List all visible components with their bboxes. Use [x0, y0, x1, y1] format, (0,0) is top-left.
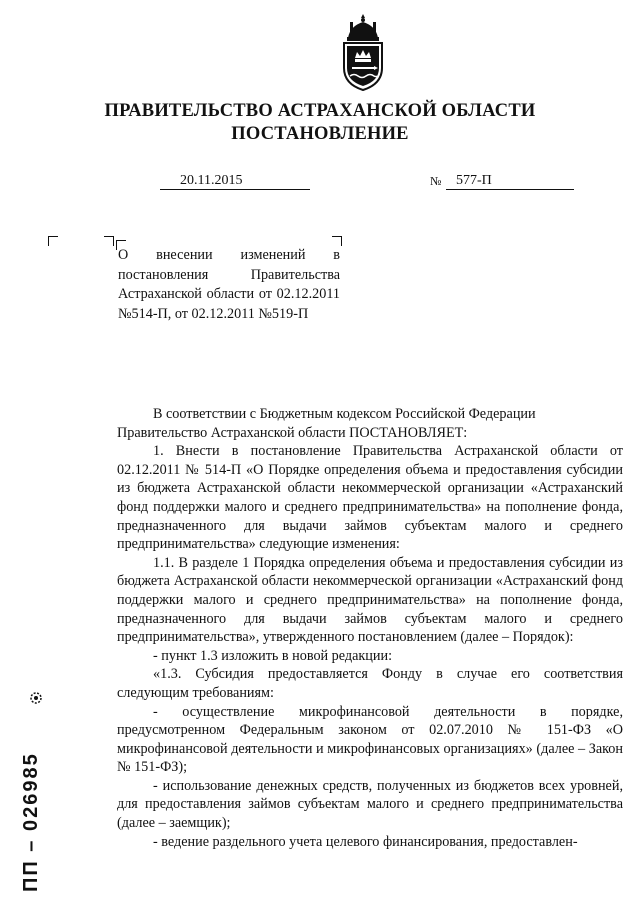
- document-type-title: ПОСТАНОВЛЕНИЕ: [231, 124, 409, 144]
- body-paragraph: - осуществление микрофинансовой деятельности в порядке, предусмотренном Федеральным законом от 02.07.2010 № 151-ФЗ «О микрофинансовой деятельности и микрофинансовых организациях» (далее – Закон № 151-ФЗ);: [117, 703, 623, 776]
- government-title: ПРАВИТЕЛЬСТВО АСТРАХАНСКОЙ ОБЛАСТИ: [104, 101, 536, 121]
- body-paragraph: 1.1. В разделе 1 Порядка определения объема и предоставления субсидии из бюджета Астраханской области некоммерческой организации «Астраханский фонд поддержки малого и среднего предпринимательства» на пополнение фонда, предназначенного для выдачи займов субъектам малого и среднего предпринимательства», утвержденного постановлением (далее – Порядок):: [117, 554, 623, 646]
- document-date: 20.11.2015: [160, 173, 310, 190]
- bracket-corner-top-right: [332, 236, 342, 246]
- body-paragraph: Правительство Астраханской области ПОСТАНОВЛЯЕТ:: [117, 424, 468, 441]
- body-paragraph: 1. Внести в постановление Правительства Астраханской области от 02.12.2011 № 514-П «О Порядке определения объема и предоставления субсидии из бюджета Астраханской области некоммерческой организации «Астраханский фонд поддержки малого и среднего предпринимательства» на пополнение фонда, предназначенного для выдачи займов субъектам малого и среднего предпринимательства» следующие изменения:: [117, 443, 623, 553]
- document-body: [117, 405, 623, 851]
- bracket-corner-inner-right: [104, 236, 114, 246]
- serial-number: ПП – 026985: [20, 752, 42, 892]
- coat-of-arms-icon: [338, 12, 388, 92]
- document-number: 577-П: [446, 173, 574, 190]
- body-paragraph: - пункт 1.3 изложить в новой редакции:: [153, 647, 393, 664]
- body-paragraph: «1.3. Субсидия предоставляется Фонду в случае его соответствия следующим требованиям:: [117, 666, 623, 701]
- body-paragraph: - ведение раздельного учета целевого финансирования, предоставлен-: [153, 833, 578, 850]
- body-paragraph: - использование денежных средств, полученных из бюджетов всех уровней, для предоставления займов субъектам малого и среднего предпринимательства (далее – заемщик);: [117, 777, 623, 832]
- number-sign: №: [430, 174, 442, 188]
- body-paragraph: В соответствии с Бюджетным кодексом Российской Федерации: [153, 406, 536, 422]
- document-subject: О внесении изменений в постановления Правительства Астраханской области от 02.12.2011 №514-П, от 02.12.2011 №519-П: [118, 247, 340, 322]
- bracket-corner-top-left: [48, 236, 58, 246]
